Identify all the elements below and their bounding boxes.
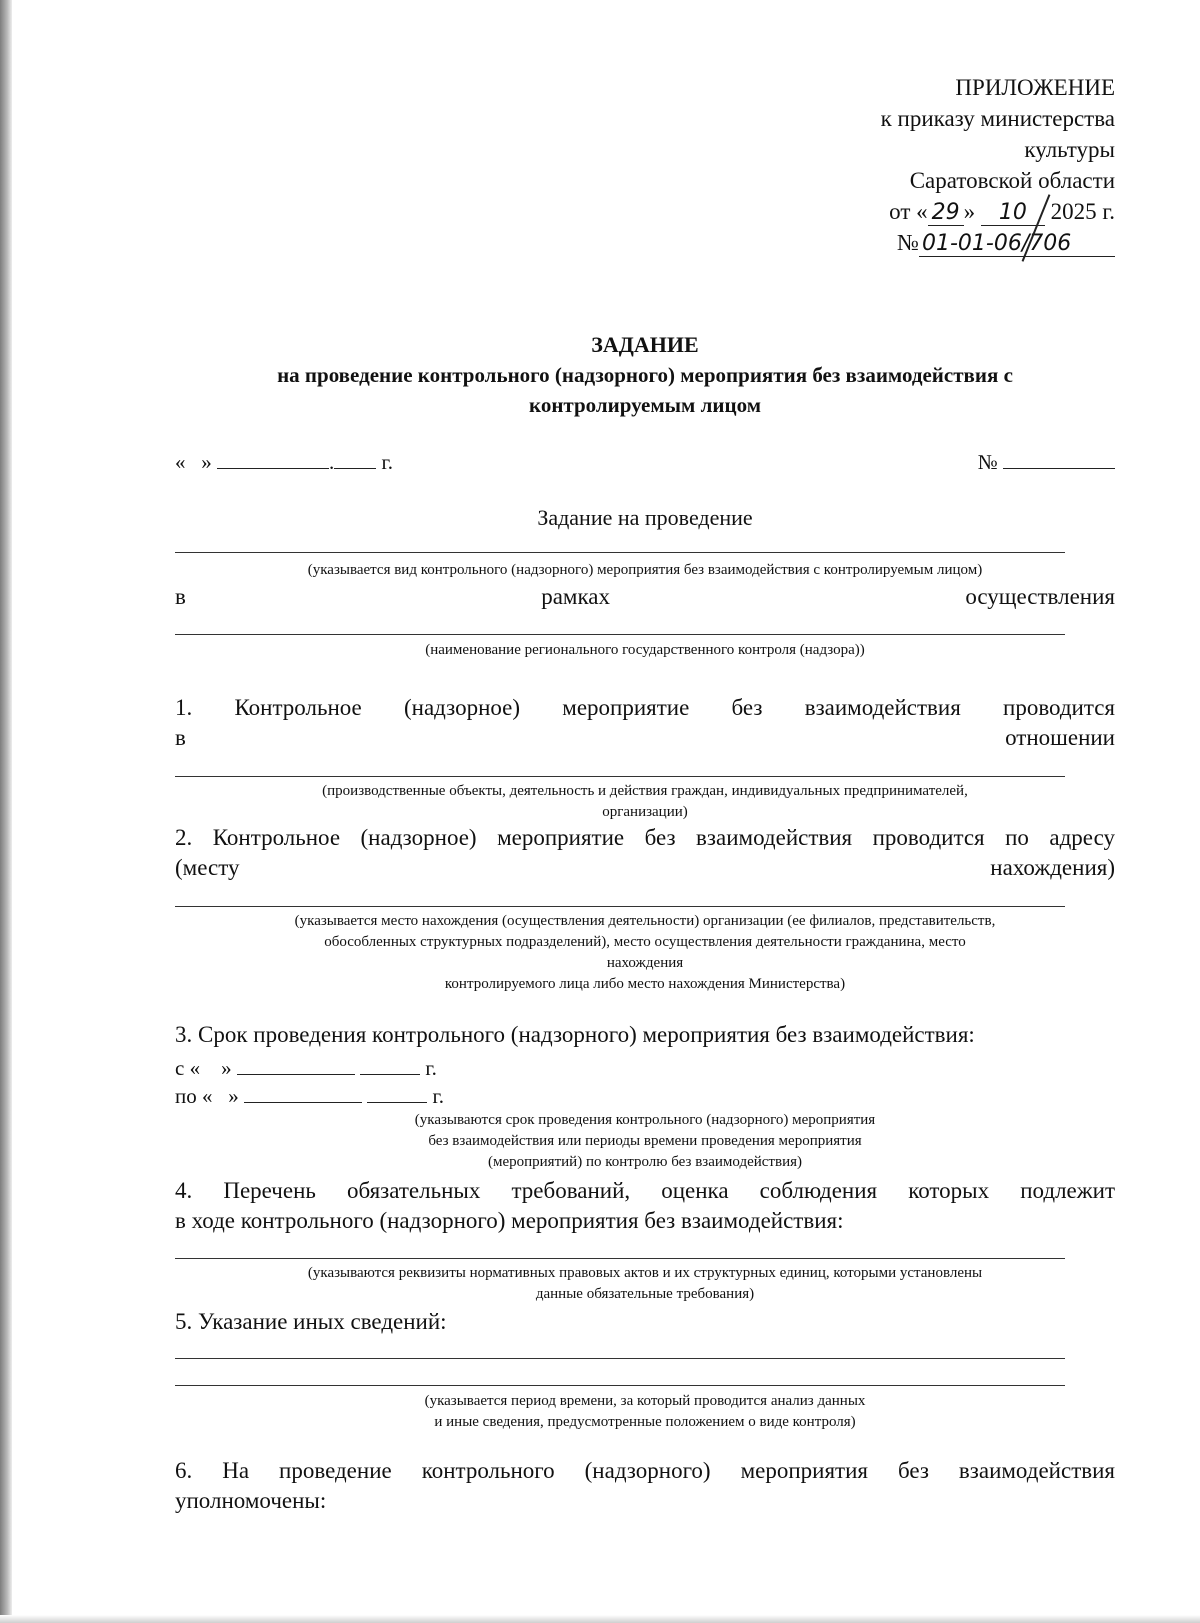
approval-month-handwritten: 10	[981, 201, 1045, 226]
item2-spread-line	[175, 853, 1115, 883]
item3-to-close-quote: »	[228, 1084, 239, 1108]
item5-rule-1	[175, 1358, 1065, 1359]
item5-note-line2: и иные сведения, предусмотренные положением о виде контроля)	[434, 1414, 856, 1430]
title-subtitle-line2: контролируемым лицом	[529, 393, 761, 417]
number-label: №	[977, 450, 998, 474]
intro-control-note: (наименование регионального государственного контроля (надзора))	[425, 642, 865, 658]
date-year-blank	[334, 448, 376, 469]
item1-note-line2: организации)	[602, 804, 688, 820]
item3-from-prefix: с «	[175, 1056, 201, 1080]
approval-date-mid: »	[963, 199, 976, 224]
approval-order-line: к приказу министерства	[880, 106, 1115, 131]
date-close-quote: »	[201, 450, 212, 474]
item2-note-line1: (указывается место нахождения (осуществления деятельности) организации (ее филиалов, представительств,	[294, 913, 996, 929]
item5-line1: 5. Указание иных сведений:	[175, 1309, 447, 1334]
item3-from-year-blank	[360, 1054, 420, 1075]
number-blank	[1003, 448, 1115, 469]
item3-from-date	[175, 1054, 437, 1082]
item6-line1: 6. На проведение контрольного (надзорного) мероприятия без взаимодействия	[175, 1458, 1115, 1483]
date-open-quote: «	[175, 450, 186, 474]
intro-type-note: (указывается вид контрольного (надзорного) мероприятия без взаимодействия с контролируемым лицом)	[307, 562, 983, 578]
item2-note	[175, 911, 1115, 995]
date-month-blank	[217, 448, 329, 469]
scan-edge-left	[0, 0, 12, 1623]
approval-number-handwritten: 01-01-06/706	[919, 232, 1115, 257]
item4-line1: 4. Перечень обязательных требований, оценка соблюдения которых подлежит	[175, 1178, 1115, 1203]
item4-note-line2: данные обязательные требования)	[535, 1286, 755, 1302]
item3-to-year-blank	[367, 1082, 427, 1103]
intro-word-3: осуществления	[965, 584, 1115, 609]
item3-to-month-blank	[244, 1082, 362, 1103]
date-year-suffix: г.	[381, 450, 393, 474]
approval-ministry-line: культуры	[1024, 137, 1115, 162]
approval-block	[881, 72, 1115, 258]
item4-note	[175, 1263, 1115, 1305]
item1-spread-line	[175, 723, 1115, 753]
item2-word-2: нахождения)	[990, 855, 1115, 880]
item3-from-year-suffix: г.	[425, 1056, 437, 1080]
approval-number-line	[881, 227, 1115, 258]
date-field	[175, 447, 393, 477]
item3-note-line3: (мероприятий) по контролю без взаимодействия)	[487, 1154, 802, 1170]
item2-rule	[175, 906, 1065, 907]
item1-word-1: в	[175, 725, 186, 750]
item3-from-close-quote: »	[221, 1056, 232, 1080]
item5-note-line1: (указывается период времени, за который проводится анализ данных	[424, 1393, 866, 1409]
item3-line1: 3. Срок проведения контрольного (надзорного) мероприятия без взаимодействия:	[175, 1022, 975, 1047]
item2-line1: 2. Контрольное (надзорное) мероприятие без взаимодействия проводится по адресу	[175, 825, 1115, 850]
item3-note-line1: (указываются срок проведения контрольного (надзорного) мероприятия	[414, 1112, 876, 1128]
item3-to-date	[175, 1082, 444, 1110]
document-page	[175, 0, 1115, 1623]
item3-note	[175, 1110, 1115, 1173]
approval-heading: ПРИЛОЖЕНИЕ	[955, 75, 1115, 100]
title-subtitle-line1: на проведение контрольного (надзорного) мероприятия без взаимодействия с	[277, 363, 1013, 387]
item5-note	[175, 1391, 1115, 1433]
intro-word-1: в	[175, 584, 186, 609]
intro-text: Задание на проведение	[537, 505, 753, 530]
item6-line2: уполномочены:	[175, 1488, 327, 1513]
item1-word-2: отношении	[1005, 725, 1115, 750]
approval-region-line: Саратовской области	[909, 168, 1115, 193]
title-heading: ЗАДАНИЕ	[591, 332, 699, 357]
item1-note	[175, 781, 1115, 823]
intro-spread-line	[175, 582, 1115, 612]
item4-rule	[175, 1258, 1065, 1259]
approval-date-line	[881, 196, 1115, 227]
number-field	[978, 447, 1115, 477]
intro-control-rule	[175, 634, 1065, 635]
item2-note-line4: контролируемого лица либо место нахождения Министерства)	[444, 976, 846, 992]
item5-rule-2	[175, 1385, 1065, 1386]
item4-note-line1: (указываются реквизиты нормативных правовых актов и их структурных единиц, которыми установлены	[307, 1265, 983, 1281]
approval-date-prefix: от «	[889, 199, 928, 224]
item2-note-line2: обособленных структурных подразделений), место осуществления деятельности гражданина, место	[324, 934, 966, 950]
item1-rule	[175, 776, 1065, 777]
item2-note-line3: нахождения	[606, 955, 684, 971]
approval-year: 2025 г.	[1050, 199, 1115, 224]
item3-to-prefix: по «	[175, 1084, 213, 1108]
item3-to-year-suffix: г.	[432, 1084, 444, 1108]
approval-day-handwritten: 29	[928, 201, 964, 226]
item2-word-1: (месту	[175, 855, 240, 880]
item1-line1: 1. Контрольное (надзорное) мероприятие без взаимодействия проводится	[175, 695, 1115, 720]
approval-number-prefix: №	[897, 230, 919, 255]
item1-note-line1: (производственные объекты, деятельность и действия граждан, индивидуальных предпринимателей,	[322, 783, 968, 799]
item3-note-line2: без взаимодействия или периоды времени проведения мероприятия	[428, 1133, 862, 1149]
item4-line2: в ходе контрольного (надзорного) мероприятия без взаимодействия:	[175, 1208, 844, 1233]
date-dot: .	[329, 450, 335, 474]
item3-from-month-blank	[237, 1054, 355, 1075]
document-title	[175, 330, 1115, 420]
intro-type-rule	[175, 552, 1065, 553]
intro-word-2: рамках	[541, 584, 610, 609]
